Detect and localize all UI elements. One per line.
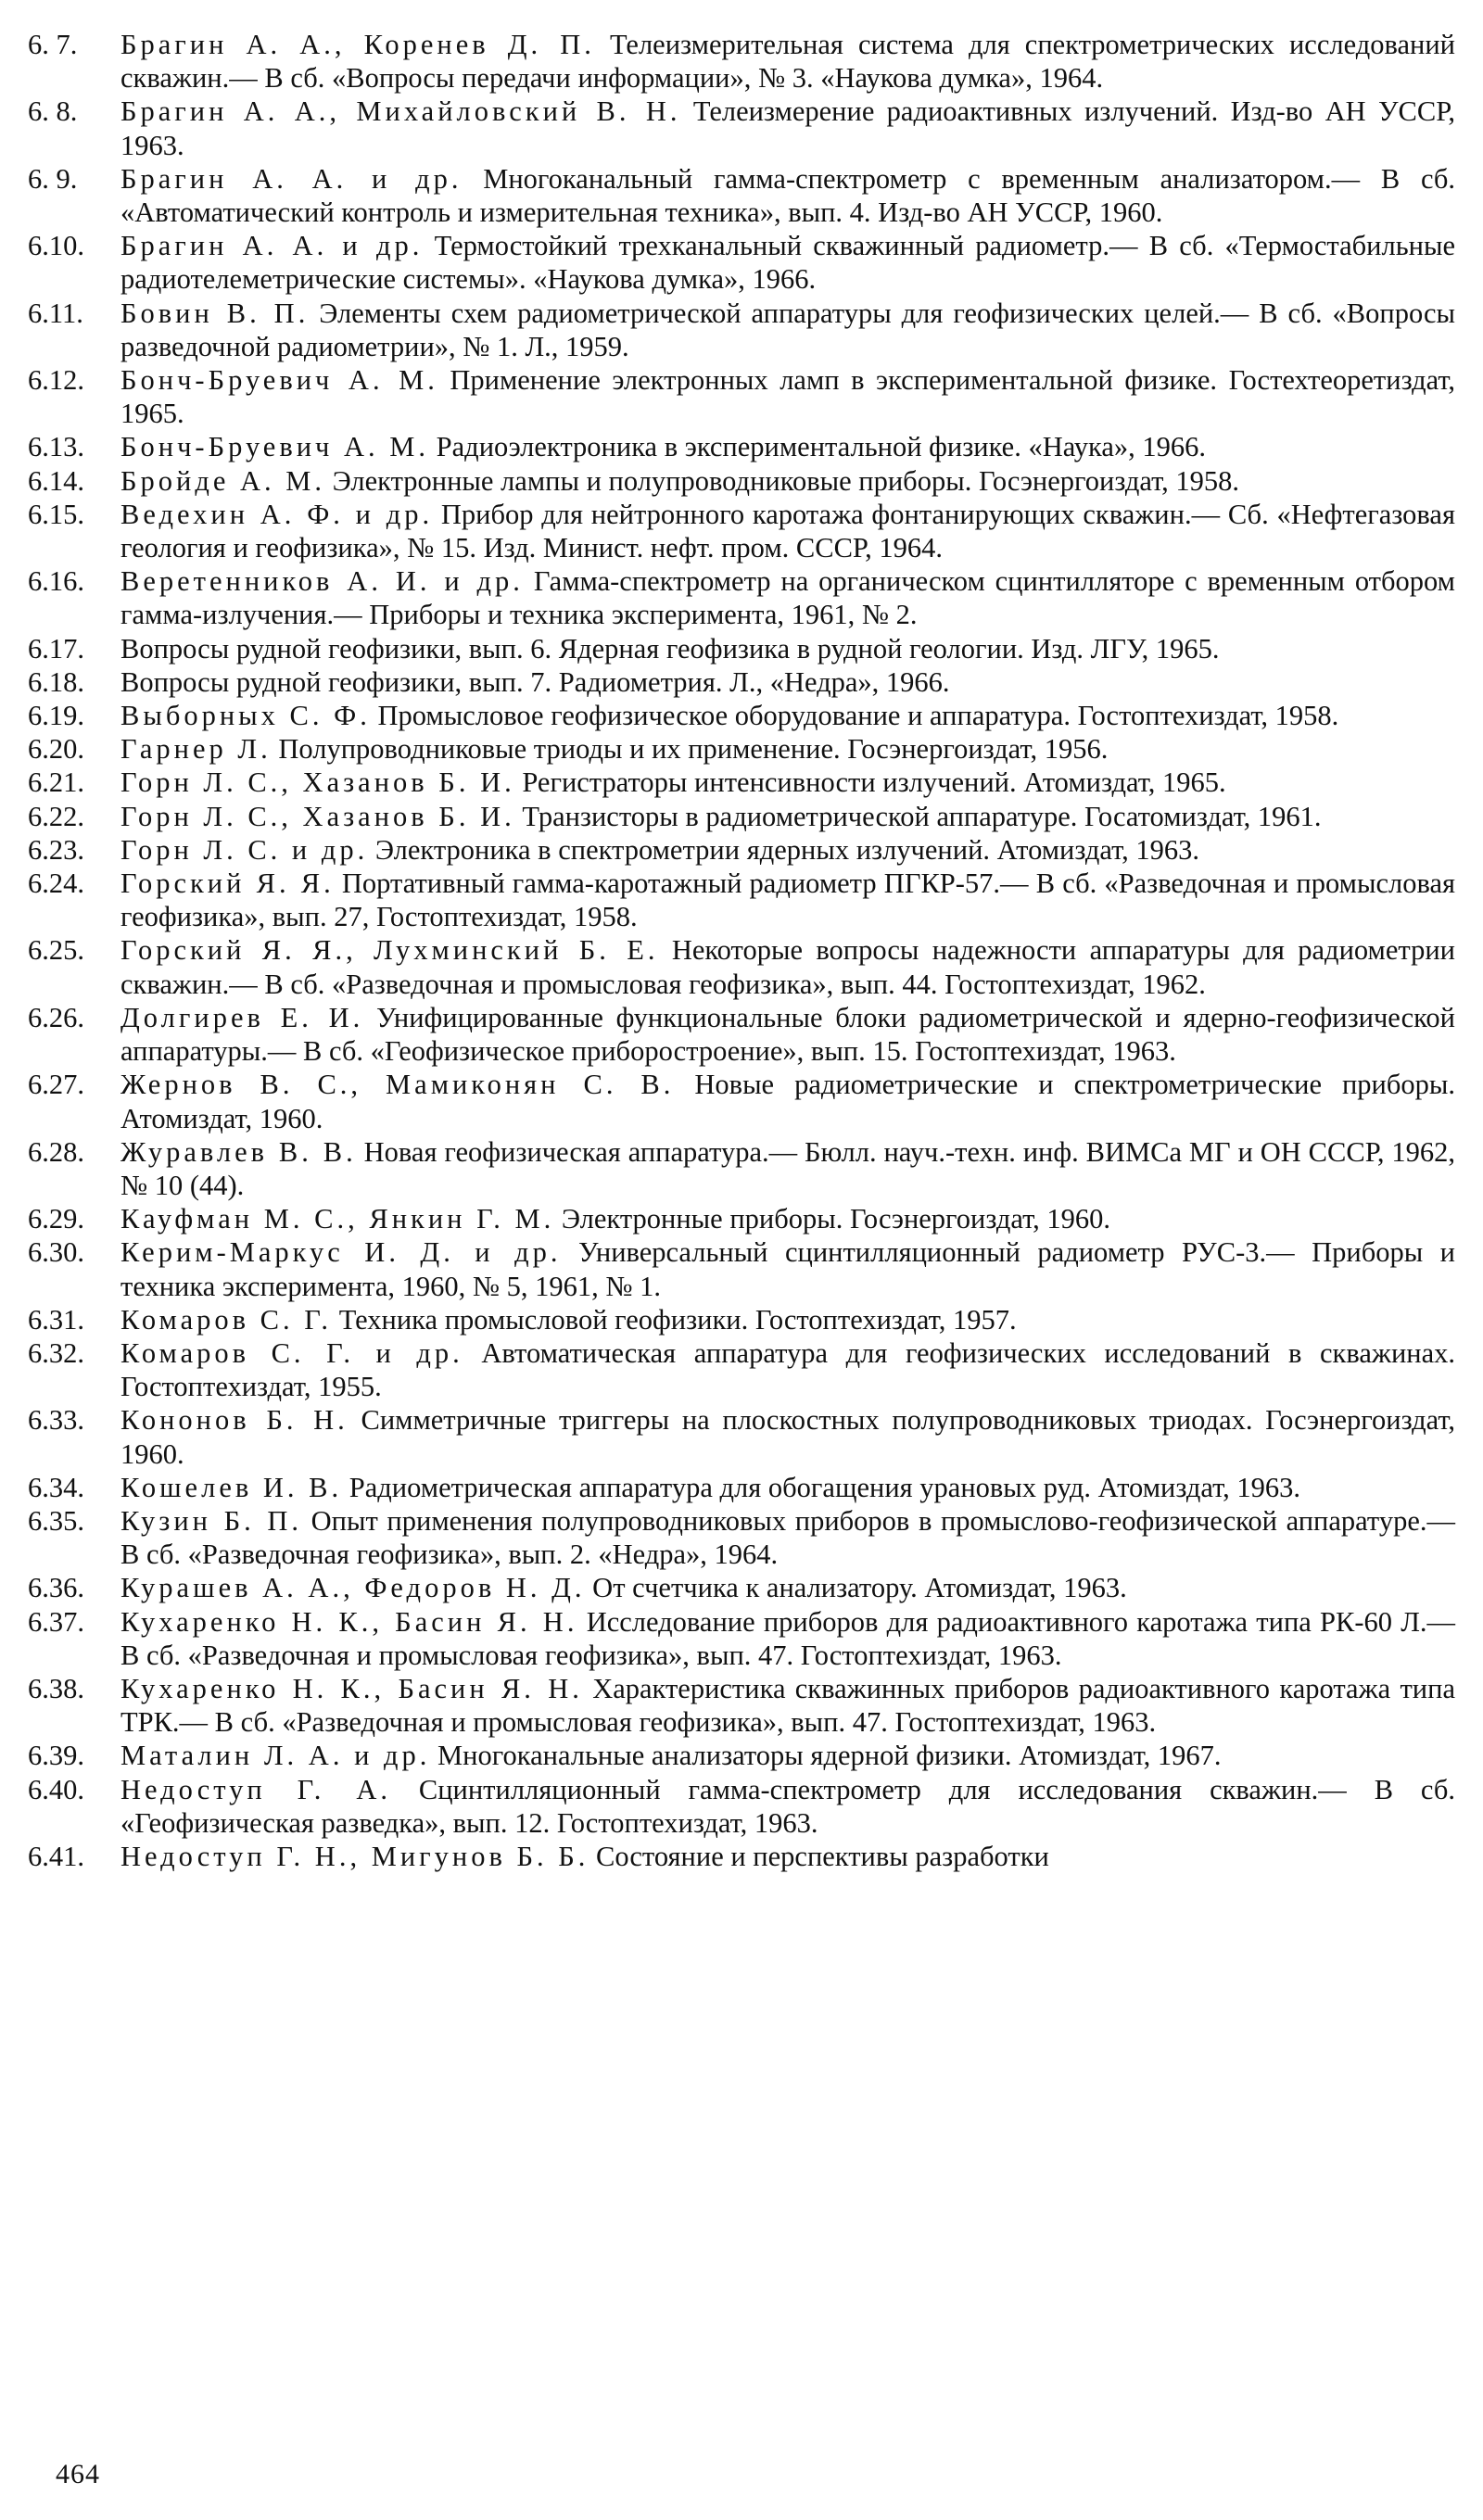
reference-number: 6.28. xyxy=(28,1135,84,1168)
reference-text xyxy=(120,464,1455,498)
reference-number: 6.38. xyxy=(28,1672,84,1704)
reference-text xyxy=(120,1135,1455,1202)
reference-title: Радиоэлектроника в экспериментальной физике. «Наука», 1966. xyxy=(436,431,1207,463)
reference-title: Сцинтилляционный гамма-спектрометр для исследования скважин.— В сб. «Геофизическая разведка», вып. 12. Гостоптехиздат, 1963. xyxy=(120,1773,1455,1839)
reference-entry xyxy=(28,1672,1455,1739)
reference-number: 6.13. xyxy=(28,431,84,463)
reference-author: Кухаренко Н. К., Басин Я. Н. xyxy=(120,1672,583,1704)
reference-title: Состояние и перспективы разработки xyxy=(596,1840,1049,1872)
reference-number: 6.11. xyxy=(28,297,83,329)
reference-author: Комаров С. Г. xyxy=(120,1303,333,1336)
reference-author: Брагин А. А., Михайловский В. Н. xyxy=(120,95,681,128)
reference-entry xyxy=(28,1571,1455,1604)
reference-text xyxy=(120,933,1455,1000)
reference-title: Электронные приборы. Госэнергоиздат, 1960. xyxy=(561,1203,1111,1235)
reference-text xyxy=(120,1303,1455,1336)
reference-entry xyxy=(28,632,1455,665)
reference-text xyxy=(120,867,1455,933)
reference-author: Бройде А. М. xyxy=(120,464,326,497)
reference-entry xyxy=(28,800,1455,833)
reference-number: 6.14. xyxy=(28,464,84,497)
page-number: 464 xyxy=(56,2459,100,2489)
reference-text xyxy=(120,732,1455,766)
reference-number: 6.21. xyxy=(28,766,84,799)
reference-author: Брагин А. А. и др. xyxy=(120,162,463,195)
reference-text xyxy=(120,1504,1455,1571)
reference-title: Вопросы рудной геофизики, вып. 6. Ядерная геофизика в рудной геологии. Изд. ЛГУ, 1965. xyxy=(120,632,1220,665)
reference-number: 6.37. xyxy=(28,1605,84,1638)
reference-number: 6.27. xyxy=(28,1069,84,1101)
reference-title: Новая геофизическая аппаратура.— Бюлл. науч.-техн. инф. ВИМСа МГ и ОН СССР, 1962, № 10 (44). xyxy=(120,1135,1455,1201)
reference-title: Новые радиометрические и спектрометрические приборы. Атомиздат, 1960. xyxy=(120,1069,1456,1134)
reference-entry xyxy=(28,162,1455,229)
reference-entry xyxy=(28,363,1455,430)
reference-number: 6.12. xyxy=(28,364,84,397)
reference-author: Кошелев И. В. xyxy=(120,1471,343,1503)
reference-entry xyxy=(28,1303,1455,1336)
reference-number: 6.24. xyxy=(28,867,84,900)
reference-entry xyxy=(28,933,1455,1000)
reference-number: 6.40. xyxy=(28,1773,84,1805)
reference-author: Бовин В. П. xyxy=(120,297,310,329)
reference-entry xyxy=(28,297,1455,363)
reference-title: Электронные лампы и полупроводниковые приборы. Госэнергоиздат, 1958. xyxy=(332,464,1240,497)
reference-title: Электроника в спектрометрии ядерных излучений. Атомиздат, 1963. xyxy=(374,833,1200,866)
reference-number: 6.16. xyxy=(28,565,84,598)
reference-number: 6.15. xyxy=(28,498,84,530)
reference-entry xyxy=(28,229,1455,296)
reference-text xyxy=(120,1672,1455,1739)
reference-number: 6.31. xyxy=(28,1303,84,1336)
reference-author: Комаров С. Г. и др. xyxy=(120,1336,463,1369)
reference-text xyxy=(120,1571,1455,1604)
reference-entry xyxy=(28,1504,1455,1571)
reference-text xyxy=(120,766,1455,799)
reference-text xyxy=(120,229,1455,296)
reference-list xyxy=(28,28,1455,1873)
reference-number: 6.39. xyxy=(28,1740,84,1772)
reference-title: От счетчика к анализатору. Атомиздат, 1963. xyxy=(592,1572,1127,1604)
reference-text xyxy=(120,28,1455,95)
reference-title: Применение электронных ламп в экспериментальной физике. Гостехтеоретиздат, 1965. xyxy=(120,364,1455,430)
reference-entry xyxy=(28,1840,1455,1873)
reference-title: Вопросы рудной геофизики, вып. 7. Радиометрия. Л., «Недра», 1966. xyxy=(120,665,950,698)
reference-entry xyxy=(28,1202,1455,1235)
reference-entry xyxy=(28,95,1455,161)
reference-text xyxy=(120,162,1455,229)
reference-number: 6.23. xyxy=(28,833,84,866)
reference-entry xyxy=(28,1135,1455,1202)
reference-author: Кузин Б. П. xyxy=(120,1504,303,1537)
reference-entry xyxy=(28,1471,1455,1504)
reference-title: Многоканальные анализаторы ядерной физики. Атомиздат, 1967. xyxy=(437,1740,1222,1772)
reference-number: 6.22. xyxy=(28,800,84,832)
reference-text xyxy=(120,564,1455,631)
reference-text xyxy=(120,1403,1455,1470)
reference-number: 6.35. xyxy=(28,1504,84,1537)
reference-text xyxy=(120,363,1455,430)
reference-text xyxy=(120,1001,1455,1068)
reference-title: Характеристика скважинных приборов радиоактивного каротажа типа ТРК.— В сб. «Разведочная и промысловая геофизика», вып. 47. Гостоптехиздат, 1963. xyxy=(120,1672,1455,1739)
reference-number: 6.34. xyxy=(28,1471,84,1503)
reference-number: 6.36. xyxy=(28,1572,84,1604)
reference-entry xyxy=(28,1403,1455,1470)
reference-number: 6.33. xyxy=(28,1404,84,1437)
reference-title: Симметричные триггеры на плоскостных полупроводниковых триодах. Госэнергоиздат, 1960. xyxy=(120,1404,1455,1470)
reference-author: Жернов В. С., Мамиконян С. В. xyxy=(120,1069,675,1101)
reference-author: Курашев А. А., Федоров Н. Д. xyxy=(120,1572,586,1604)
reference-title: Промысловое геофизическое оборудование и аппаратура. Гостоптехиздат, 1958. xyxy=(377,700,1339,732)
reference-author: Горн Л. С. и др. xyxy=(120,833,369,866)
reference-text xyxy=(120,1202,1455,1235)
reference-number: 6.20. xyxy=(28,733,84,766)
reference-title: Полупроводниковые триоды и их применение. Госэнергоиздат, 1956. xyxy=(278,733,1109,766)
reference-title: Некоторые вопросы надежности аппаратуры для радиометрии скважин.— В сб. «Разведочная и промысловая геофизика», вып. 44. Гостоптехиздат, 1962. xyxy=(120,934,1455,1000)
reference-title: Радиометрическая аппаратура для обогащения урановых руд. Атомиздат, 1963. xyxy=(349,1471,1301,1503)
reference-entry xyxy=(28,833,1455,867)
reference-number: 6.18. xyxy=(28,665,84,698)
reference-text xyxy=(120,297,1455,363)
reference-number: 6.25. xyxy=(28,934,84,967)
reference-text xyxy=(120,1471,1455,1504)
reference-author: Веретенников А. И. и др. xyxy=(120,565,524,598)
reference-text xyxy=(120,95,1455,161)
reference-text xyxy=(120,833,1455,867)
reference-text xyxy=(120,1068,1455,1134)
reference-text xyxy=(120,665,1455,699)
reference-number: 6.17. xyxy=(28,632,84,665)
reference-entry xyxy=(28,1001,1455,1068)
reference-author: Горский Я. Я., Лухминский Б. Е. xyxy=(120,934,659,967)
reference-author: Долгирев Е. И. xyxy=(120,1001,364,1033)
reference-author: Горский Я. Я. xyxy=(120,867,335,900)
reference-number: 6.29. xyxy=(28,1203,84,1235)
reference-author: Недоступ Г. А. xyxy=(120,1773,391,1805)
reference-number: 6.32. xyxy=(28,1336,84,1369)
reference-number: 6. 9. xyxy=(28,162,78,195)
reference-author: Бонч-Бруевич А. М. xyxy=(120,431,430,463)
reference-entry xyxy=(28,766,1455,799)
reference-author: Выборных С. Ф. xyxy=(120,700,371,732)
reference-entry xyxy=(28,464,1455,498)
reference-entry xyxy=(28,1773,1455,1840)
reference-text xyxy=(120,800,1455,833)
reference-title: Транзисторы в радиометрической аппаратуре. Госатомиздат, 1961. xyxy=(522,800,1322,832)
reference-title: Элементы схем радиометрической аппаратуры для геофизических целей.— В сб. «Вопросы разведочной радиометрии», № 1. Л., 1959. xyxy=(120,297,1455,362)
reference-text xyxy=(120,1336,1455,1403)
reference-entry xyxy=(28,1336,1455,1403)
reference-entry xyxy=(28,564,1455,631)
reference-author: Горн Л. С., Хазанов Б. И. xyxy=(120,800,515,832)
reference-author: Кононов Б. Н. xyxy=(120,1404,349,1437)
reference-number: 6. 8. xyxy=(28,95,78,128)
reference-author: Кауфман М. С., Янкин Г. М. xyxy=(120,1203,555,1235)
reference-text xyxy=(120,1605,1455,1672)
reference-text xyxy=(120,1235,1455,1302)
reference-title: Термостойкий трехканальный скважинный радиометр.— В сб. «Термостабильные радиотелеметрические системы». «Наукова думка», 1966. xyxy=(120,230,1455,296)
reference-text xyxy=(120,632,1455,665)
reference-author: Кухаренко Н. К., Басин Я. Н. xyxy=(120,1605,578,1638)
reference-number: 6.41. xyxy=(28,1840,84,1872)
reference-title: Автоматическая аппаратура для геофизических исследований в скважинах. Гостоптехиздат, 1955. xyxy=(120,1336,1456,1403)
reference-author: Ведехин А. Ф. и др. xyxy=(120,498,434,530)
reference-title: Телеизмерение радиоактивных излучений. Изд-во АН УССР, 1963. xyxy=(120,95,1456,161)
reference-entry xyxy=(28,699,1455,732)
reference-number: 6.10. xyxy=(28,230,84,262)
reference-text xyxy=(120,1739,1455,1772)
reference-title: Регистраторы интенсивности излучений. Атомиздат, 1965. xyxy=(522,766,1226,799)
reference-title: Прибор для нейтронного каротажа фонтанирующих скважин.— Сб. «Нефтегазовая геология и геофизика», № 15. Изд. Минист. нефт. пром. СССР, 1964. xyxy=(120,498,1455,564)
reference-entry xyxy=(28,28,1455,95)
reference-title: Исследование приборов для радиоактивного каротажа типа РК-60 Л.— В сб. «Разведочная и промысловая геофизика», вып. 47. Гостоптехиздат, 1963. xyxy=(120,1605,1456,1671)
reference-entry xyxy=(28,665,1455,699)
reference-title: Гамма-спектрометр на органическом сцинтилляторе с временным отбором гамма-излучения.— Приборы и техника эксперимента, 1961, № 2. xyxy=(120,565,1455,631)
reference-text xyxy=(120,699,1455,732)
reference-entry xyxy=(28,1235,1455,1302)
reference-title: Портативный гамма-каротажный радиометр ПГКР-57.— В сб. «Разведочная и промысловая геофизика», вып. 27, Гостоптехиздат, 1958. xyxy=(120,867,1456,933)
reference-title: Опыт применения полупроводниковых приборов в промыслово-геофизической аппаратуре.— В сб. «Разведочная геофизика», вып. 2. «Недра», 1964. xyxy=(120,1504,1455,1571)
reference-author: Недоступ Г. Н., Мигунов Б. Б. xyxy=(120,1840,589,1872)
reference-entry xyxy=(28,867,1455,933)
reference-title: Многоканальный гамма-спектрометр с временным анализатором.— В сб. «Автоматический контроль и измерительная техника», вып. 4. Изд-во АН УССР, 1960. xyxy=(120,162,1455,229)
reference-author: Гарнер Л. xyxy=(120,733,272,766)
reference-text xyxy=(120,430,1455,463)
reference-author: Брагин А. А. и др. xyxy=(120,230,424,262)
reference-entry xyxy=(28,498,1455,564)
reference-author: Журавлев В. В. xyxy=(120,1135,357,1168)
reference-number: 6.26. xyxy=(28,1001,84,1033)
reference-number: 6. 7. xyxy=(28,29,78,60)
reference-author: Керим-Маркус И. Д. и др. xyxy=(120,1236,562,1269)
reference-author: Маталин Л. А. и др. xyxy=(120,1740,431,1772)
reference-text xyxy=(120,498,1455,564)
reference-title: Техника промысловой геофизики. Гостоптехиздат, 1957. xyxy=(338,1303,1017,1336)
reference-author: Брагин А. А., Коренев Д. П. xyxy=(120,29,595,60)
reference-text xyxy=(120,1840,1455,1873)
reference-author: Горн Л. С., Хазанов Б. И. xyxy=(120,766,515,799)
reference-entry xyxy=(28,1605,1455,1672)
reference-entry xyxy=(28,1068,1455,1134)
reference-title: Телеизмерительная система для спектрометрических исследований скважин.— В сб. «Вопросы передачи информации», № 3. «Наукова думка», 1964. xyxy=(120,29,1455,95)
reference-number: 6.30. xyxy=(28,1236,84,1269)
reference-entry xyxy=(28,732,1455,766)
reference-entry xyxy=(28,430,1455,463)
reference-title: Унифицированные функциональные блоки радиометрической и ядерно-геофизической аппаратуры.— В сб. «Геофизическое приборостроение», вып. 15. Гостоптехиздат, 1963. xyxy=(120,1001,1455,1068)
reference-entry xyxy=(28,1739,1455,1772)
reference-title: Универсальный сцинтилляционный радиометр РУС-3.— Приборы и техника эксперимента, 1960, № 5, 1961, № 1. xyxy=(120,1236,1455,1302)
reference-text xyxy=(120,1773,1455,1840)
reference-author: Бонч-Бруевич А. М. xyxy=(120,364,438,397)
reference-number: 6.19. xyxy=(28,700,84,732)
